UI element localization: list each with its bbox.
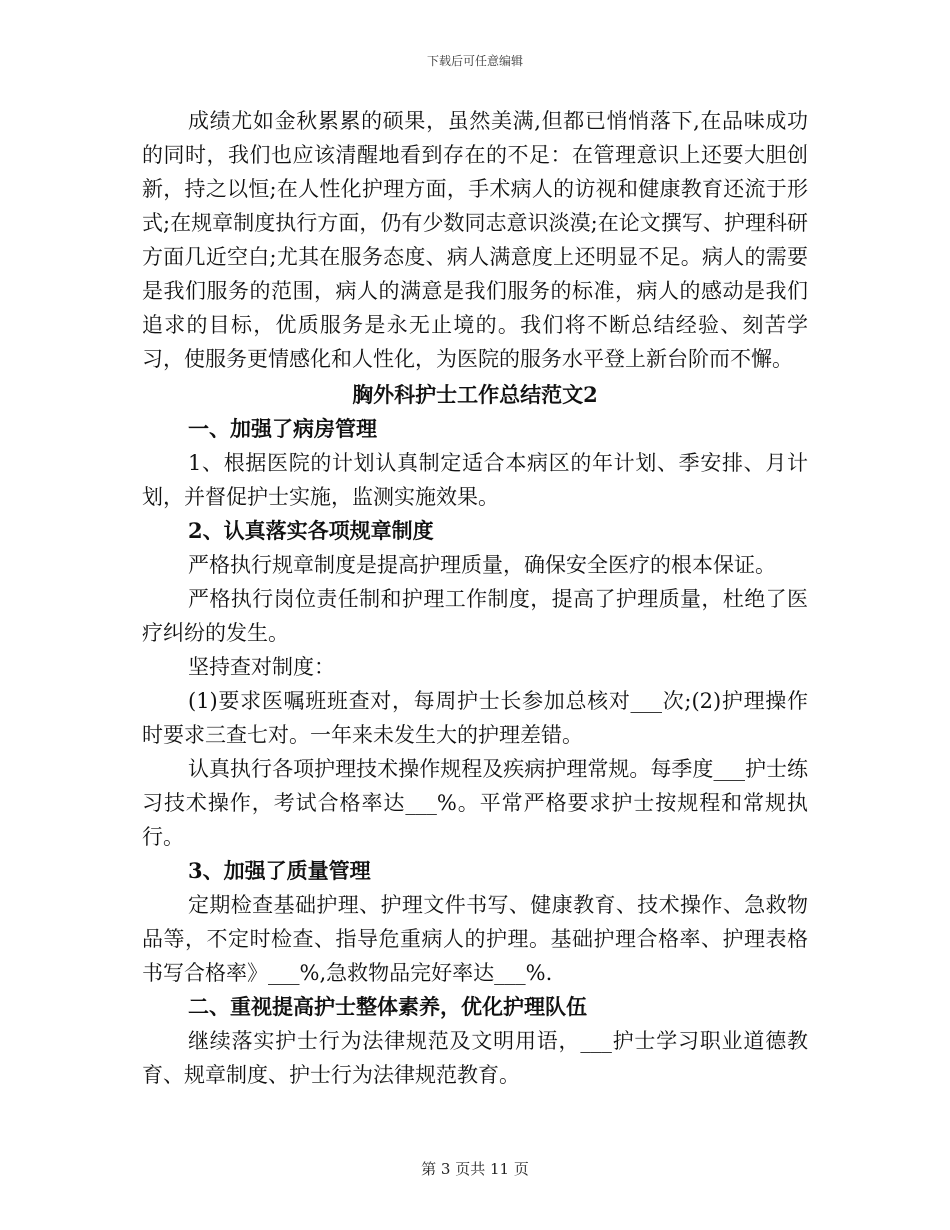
- paragraph-check-system: 坚持查对制度：: [188, 655, 335, 679]
- paragraph-rules-1: 严格执行规章制度是提高护理质量，确保安全医疗的根本保证。: [188, 553, 776, 577]
- paragraph-summary: 成绩尤如金秋累累的硕果，虽然美满,但都已悄悄落下,在品味成功的同时，我们也应该清醒地看到存在的不足：在管理意识上还要大胆创新，持之以恒;在人性化护理方面，手术病人的访视和健康教育还流于形式;在规章制度执行方面，仍有少数同志意识淡漠;在论文撰写、护理科研方面几近空白;尤其在服务态度、病人满意度上还明显不足。病人的需要是我们服务的范围，病人的满意是我们服务的标准，病人的感动是我们追求的目标，优质服务是永无止境的。我们将不断总结经验、刻苦学习，使服务更情感化和人性化，为医院的服务水平登上新台阶而不懈。: [142, 109, 808, 371]
- paragraph-check-details: (1)要求医嘱班班查对，每周护士长参加总核对___次;(2)护理操作时要求三查七对。一年来未发生大的护理差错。: [142, 689, 808, 747]
- heading-staff: 二、重视提高护士整体素养，优化护理队伍: [188, 994, 587, 1019]
- heading-ward-management: 一、加强了病房管理: [188, 416, 377, 441]
- paragraph-staff: 继续落实护士行为法律规范及文明用语，___护士学习职业道德教育、规章制度、护士行为法律规范教育。: [142, 1029, 808, 1087]
- document-body: [142, 104, 808, 1092]
- heading-quality: 3、加强了质量管理: [188, 858, 371, 883]
- paragraph-rules-2: 严格执行岗位责任制和护理工作制度，提高了护理质量，杜绝了医疗纠纷的发生。: [142, 587, 808, 645]
- heading-rules: 2、认真落实各项规章制度: [188, 518, 434, 543]
- paragraph-plan: 1、根据医院的计划认真制定适合本病区的年计划、季安排、月计划，并督促护士实施，监测实施效果。: [142, 451, 808, 509]
- page-header: 下载后可任意编辑: [426, 54, 523, 68]
- paragraph-technique: 认真执行各项护理技术操作规程及疾病护理常规。每季度___护士练习技术操作，考试合格率达___%。平常严格要求护士按规程和常规执行。: [142, 757, 808, 849]
- paragraph-quality: 定期检查基础护理、护理文件书写、健康教育、技术操作、急救物品等，不定时检查、指导危重病人的护理。基础护理合格率、护理表格书写合格率》___%,急救物品完好率达___%.: [142, 893, 808, 985]
- page-footer: 第 3 页共 11 页: [421, 1160, 529, 1178]
- section-title: 胸外科护士工作总结范文2: [352, 382, 598, 407]
